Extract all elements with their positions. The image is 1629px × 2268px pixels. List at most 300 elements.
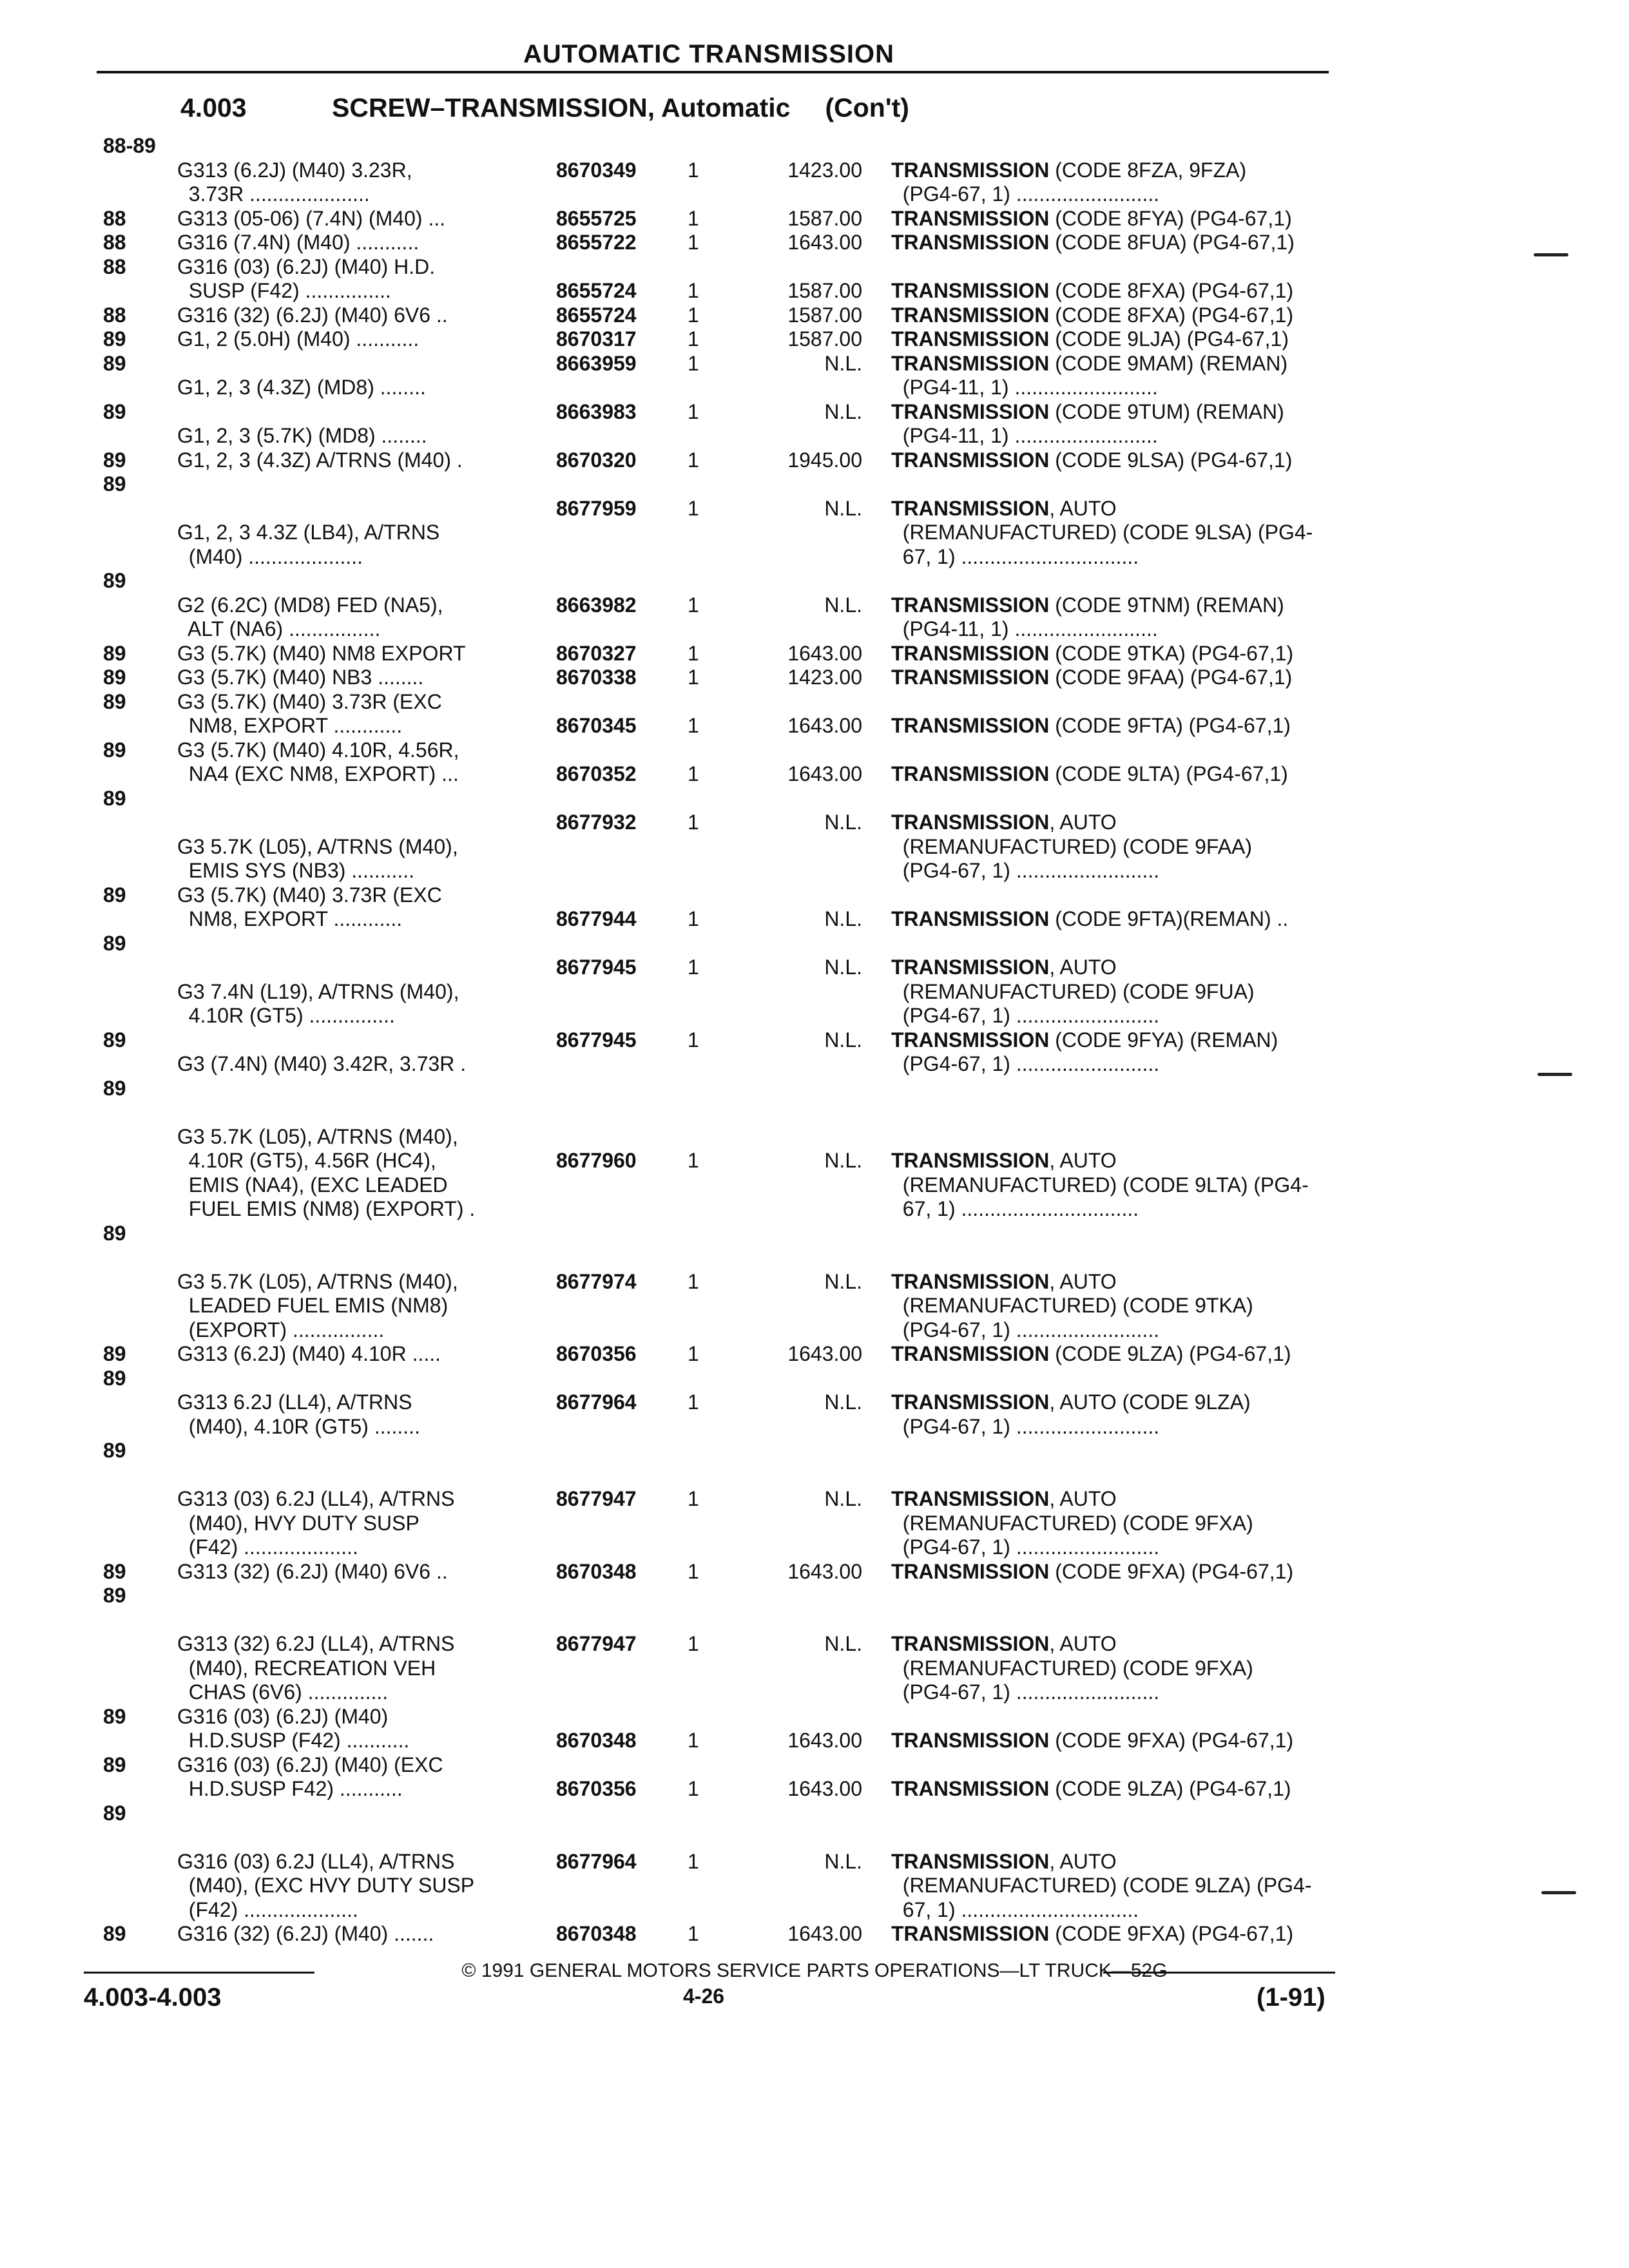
part-name: TRANSMISSION, AUTO [891,1269,1117,1293]
description-line: G3 5.7K (L05), A/TRNS (M40), [177,834,458,858]
model-year: 88 [103,206,126,230]
description-line: G3 (7.4N) (M40) 3.42R, 3.73R . [177,1052,467,1075]
model-year: 88 [103,303,126,327]
part-remark [891,448,1394,473]
application-description [177,1125,552,1222]
section-number: 4.003 [180,93,247,122]
description-line: ALT (NA6) ................ [177,617,381,640]
part-remark [891,231,1394,255]
part-number: 8663983 [556,399,637,423]
table-row [0,352,1629,400]
table-row [0,569,1629,642]
price: N.L. [824,1149,862,1172]
price: 1643.00 [787,1559,862,1583]
description-line: (M40) .................... [177,544,363,568]
price: N.L. [824,907,862,930]
part-remark [891,1560,1394,1584]
quantity: 1 [688,327,699,351]
remark-line: (PG4-67, 1) ......................... [891,1004,1160,1027]
table-row [0,1560,1629,1584]
table-row [0,472,1629,569]
remark-line: (REMANUFACTURED) (CODE 9TKA) [891,1294,1253,1317]
application-description [177,835,552,883]
quantity: 1 [688,231,699,254]
quantity: 1 [688,158,699,182]
table-row [0,1028,1629,1077]
quantity: 1 [688,496,699,520]
section-title: SCREW–TRANSMISSION, Automatic [332,93,791,122]
description-line: CHAS (6V6) .............. [177,1680,389,1704]
part-name: TRANSMISSION (CODE 9LTA) (PG4-67,1) [891,762,1288,785]
description-line: G313 6.2J (LL4), A/TRNS [177,1390,412,1414]
price: 1643.00 [787,714,862,737]
part-remark [891,1222,1394,1343]
price: 1643.00 [787,1777,862,1800]
continued-label: (Con't) [825,93,909,122]
quantity: 1 [688,206,699,230]
description-line: (F42) .................... [177,1535,358,1559]
quantity: 1 [688,714,699,737]
part-name: TRANSMISSION (CODE 8FYA) (PG4-67,1) [891,206,1292,230]
description-line: G3 5.7K (L05), A/TRNS (M40), [177,1269,458,1293]
part-name: TRANSMISSION, AUTO (CODE 9LZA) [891,1390,1251,1414]
remark-line: (PG4-67, 1) ......................... [891,1318,1160,1341]
model-year: 89 [103,689,126,713]
remark-line: 67, 1) ............................... [891,1898,1139,1921]
part-remark [891,327,1394,352]
model-year: 89 [103,1221,126,1245]
part-remark [891,1342,1394,1367]
part-remark [891,1439,1394,1560]
part-name: TRANSMISSION (CODE 9FYA) (REMAN) [891,1028,1278,1052]
price: 1945.00 [787,448,862,472]
quantity: 1 [688,351,699,375]
application-description [177,521,552,569]
table-row [0,1077,1629,1222]
remark-line: (REMANUFACTURED) (CODE 9FAA) [891,834,1253,858]
table-row [0,1584,1629,1705]
application-description [177,327,552,352]
description-line: (M40), 4.10R (GT5) ........ [177,1414,420,1438]
description-line: G1, 2 (5.0H) (M40) ........... [177,327,419,351]
description-line: G3 7.4N (L19), A/TRNS (M40), [177,979,459,1003]
part-name: TRANSMISSION (CODE 9TNM) (REMAN) [891,593,1284,617]
model-year: 89 [103,1028,126,1052]
description-line: G316 (03) (6.2J) (M40) (EXC [177,1753,443,1776]
description-line: EMIS (NA4), (EXC LEADED [177,1173,448,1196]
model-year: 89 [103,1584,126,1607]
table-row [0,255,1629,303]
part-name: TRANSMISSION, AUTO [891,1849,1117,1873]
part-remark [891,1077,1394,1222]
table-row [0,1367,1629,1439]
part-name: TRANSMISSION (CODE 9LZA) (PG4-67,1) [891,1342,1291,1365]
part-number: 8670327 [556,641,637,665]
remark-line: (PG4-11, 1) ......................... [891,617,1158,640]
remark-line: 67, 1) ............................... [891,1197,1139,1220]
part-number: 8677959 [556,496,637,520]
remark-line: (PG4-11, 1) ......................... [891,424,1158,447]
part-number: 8670338 [556,666,637,689]
description-line: EMIS SYS (NB3) ........... [177,859,415,882]
part-number: 8677947 [556,1487,637,1510]
quantity: 1 [688,1149,699,1172]
application-description [177,159,552,207]
remark-line: (REMANUFACTURED) (CODE 9FXA) [891,1656,1253,1680]
quantity: 1 [688,1487,699,1510]
table-row [0,738,1629,787]
application-description [177,1922,552,1946]
model-year: 89 [103,1922,126,1945]
application-description [177,980,552,1028]
quantity: 1 [688,1559,699,1583]
table-row [0,448,1629,473]
part-remark [891,569,1394,642]
quantity: 1 [688,1342,699,1365]
part-remark [891,352,1394,400]
application-description [177,883,552,932]
price: N.L. [824,1390,862,1414]
part-number: 8670352 [556,762,637,785]
page-number: 4-26 [683,1984,725,2008]
quantity: 1 [688,1777,699,1800]
part-name: TRANSMISSION (CODE 8FUA) (PG4-67,1) [891,231,1295,254]
description-line: FUEL EMIS (NM8) (EXPORT) . [177,1197,476,1220]
table-row [0,327,1629,352]
quantity: 1 [688,641,699,665]
price: N.L. [824,496,862,520]
part-remark [891,883,1394,932]
description-line: G313 (6.2J) (M40) 3.23R, [177,158,412,182]
margin-mark [1534,253,1568,256]
price: 1643.00 [787,1922,862,1945]
quantity: 1 [688,399,699,423]
section-heading [180,91,909,124]
description-line: G3 (5.7K) (M40) NM8 EXPORT [177,641,466,665]
price: 1643.00 [787,1729,862,1752]
table-row [0,1342,1629,1367]
description-line: G1, 2, 3 (5.7K) (MD8) ........ [177,424,427,447]
description-line: G316 (7.4N) (M40) ........... [177,231,419,254]
part-number: 8670348 [556,1559,637,1583]
part-number: 8677960 [556,1149,637,1172]
price: 1643.00 [787,762,862,785]
part-remark [891,666,1394,690]
application-description [177,255,552,303]
remark-line: (REMANUFACTURED) (CODE 9LTA) (PG4- [891,1173,1309,1196]
part-name: TRANSMISSION (CODE 9FTA)(REMAN) .. [891,907,1289,930]
application-description [177,1705,552,1753]
description-line: (M40), (EXC HVY DUTY SUSP [177,1874,475,1897]
quantity: 1 [688,448,699,472]
table-row [0,932,1629,1028]
quantity: 1 [688,303,699,327]
table-row [0,642,1629,666]
part-remark [891,303,1394,328]
table-row [0,1922,1629,1946]
application-description [177,1390,552,1439]
description-line: (M40), RECREATION VEH [177,1656,436,1680]
part-number: 8670356 [556,1342,637,1365]
model-year: 89 [103,1076,126,1100]
revision-date: (1-91) [1257,1983,1325,2012]
table-row [0,666,1629,690]
application-description [177,303,552,328]
part-remark [891,207,1394,231]
model-year: 89 [103,1753,126,1776]
remark-line: (REMANUFACTURED) (CODE 9LSA) (PG4- [891,521,1313,544]
price: N.L. [824,1632,862,1655]
model-year: 89 [103,569,126,592]
remark-line: (PG4-67, 1) ......................... [891,182,1160,206]
model-year: 88-89 [103,134,156,157]
quantity: 1 [688,956,699,979]
part-name: TRANSMISSION (CODE 9FXA) (PG4-67,1) [891,1922,1294,1945]
application-description [177,1270,552,1343]
price: 1587.00 [787,206,862,230]
model-year: 89 [103,1704,126,1728]
description-line: G3 (5.7K) (M40) NB3 ........ [177,666,424,689]
application-description [177,424,552,448]
margin-mark [1541,1891,1576,1894]
model-year: 89 [103,1801,126,1825]
quantity: 1 [688,1922,699,1945]
application-description [177,690,552,738]
quantity: 1 [688,279,699,302]
price: 1643.00 [787,1342,862,1365]
price: N.L. [824,351,862,375]
model-year: 89 [103,448,126,472]
table-row [0,207,1629,231]
part-remark [891,1922,1394,1946]
part-remark [891,1584,1394,1705]
quantity: 1 [688,1729,699,1752]
remark-line: (PG4-67, 1) ......................... [891,1052,1160,1075]
price: N.L. [824,1269,862,1293]
quantity: 1 [688,1849,699,1873]
quantity: 1 [688,1390,699,1414]
description-line: H.D.SUSP (F42) ........... [177,1729,410,1752]
table-row [0,231,1629,255]
table-row [0,134,1629,207]
part-name: TRANSMISSION (CODE 9LJA) (PG4-67,1) [891,327,1289,351]
application-description [177,642,552,666]
table-row [0,400,1629,448]
part-remark [891,1705,1394,1753]
application-description [177,207,552,231]
copyright-line: © 1991 GENERAL MOTORS SERVICE PARTS OPERATIONS—LT TRUCK—52G [461,1960,1168,1981]
quantity: 1 [688,593,699,617]
quantity: 1 [688,666,699,689]
price: N.L. [824,1028,862,1052]
application-description [177,376,552,400]
quantity: 1 [688,1028,699,1052]
part-number: 8655725 [556,206,637,230]
price: 1643.00 [787,231,862,254]
description-line: (M40), HVY DUTY SUSP [177,1511,419,1535]
remark-line: (REMANUFACTURED) (CODE 9LZA) (PG4- [891,1874,1312,1897]
part-remark [891,1802,1394,1923]
remark-line: (PG4-67, 1) ......................... [891,1535,1160,1559]
part-number: 8677947 [556,1632,637,1655]
quantity: 1 [688,811,699,834]
price: N.L. [824,1487,862,1510]
part-number: 8663959 [556,351,637,375]
price: 1643.00 [787,641,862,665]
margin-mark [1537,1073,1572,1076]
description-line: G313 (32) 6.2J (LL4), A/TRNS [177,1632,455,1655]
part-number: 8663982 [556,593,637,617]
price: N.L. [824,593,862,617]
model-year: 89 [103,1342,126,1365]
application-description [177,1342,552,1367]
part-name: TRANSMISSION, AUTO [891,1149,1117,1172]
part-remark [891,642,1394,666]
price: 1587.00 [787,303,862,327]
model-year: 89 [103,1439,126,1462]
part-remark [891,690,1394,738]
part-remark [891,1028,1394,1077]
part-number: 8670320 [556,448,637,472]
description-line: LEADED FUEL EMIS (NM8) [177,1294,448,1317]
part-number: 8677945 [556,1028,637,1052]
description-line: G316 (03) (6.2J) (M40) H.D. [177,255,436,278]
part-remark [891,1367,1394,1439]
price: 1423.00 [787,666,862,689]
application-description [177,1753,552,1802]
part-name: TRANSMISSION (CODE 9FTA) (PG4-67,1) [891,714,1291,737]
part-name: TRANSMISSION (CODE 8FXA) (PG4-67,1) [891,279,1294,302]
part-number: 8670349 [556,158,637,182]
part-number: 8670345 [556,714,637,737]
description-line: G316 (03) 6.2J (LL4), A/TRNS [177,1849,455,1873]
description-line: 3.73R ..................... [177,182,370,206]
remark-line: (PG4-67, 1) ......................... [891,1680,1160,1704]
description-line: 4.10R (GT5), 4.56R (HC4), [177,1149,436,1172]
price: N.L. [824,399,862,423]
model-year: 89 [103,786,126,810]
part-remark [891,134,1394,207]
description-line: G316 (32) (6.2J) (M40) 6V6 .. [177,303,448,327]
part-name: TRANSMISSION (CODE 9MAM) (REMAN) [891,351,1288,375]
model-year: 88 [103,255,126,278]
application-description [177,666,552,690]
description-line: G1, 2, 3 4.3Z (LB4), A/TRNS [177,521,440,544]
price: N.L. [824,1849,862,1873]
price: 1587.00 [787,327,862,351]
description-line: G3 (5.7K) (M40) 3.73R (EXC [177,689,442,713]
table-row [0,1753,1629,1802]
model-year: 89 [103,327,126,351]
quantity: 1 [688,1632,699,1655]
header-rule [97,71,1329,73]
part-name: TRANSMISSION (CODE 9FXA) (PG4-67,1) [891,1559,1294,1583]
part-name: TRANSMISSION (CODE 8FXA) (PG4-67,1) [891,303,1294,327]
table-row [0,1439,1629,1560]
part-name: TRANSMISSION, AUTO [891,811,1117,834]
model-year: 89 [103,1559,126,1583]
part-number: 8670317 [556,327,637,351]
part-number: 8677945 [556,956,637,979]
description-line: G313 (05-06) (7.4N) (M40) ... [177,206,446,230]
quantity: 1 [688,1269,699,1293]
part-name: TRANSMISSION (CODE 9FAA) (PG4-67,1) [891,666,1293,689]
part-name: TRANSMISSION, AUTO [891,1487,1117,1510]
part-name: TRANSMISSION (CODE 9TUM) (REMAN) [891,399,1284,423]
description-line: (EXPORT) ................ [177,1318,385,1341]
description-line: G1, 2, 3 (4.3Z) A/TRNS (M40) . [177,448,463,472]
table-row [0,1802,1629,1923]
description-line: G3 5.7K (L05), A/TRNS (M40), [177,1124,458,1148]
part-number: 8677974 [556,1269,637,1293]
part-name: TRANSMISSION, AUTO [891,956,1117,979]
description-line: G2 (6.2C) (MD8) FED (NA5), [177,593,443,617]
description-line: G1, 2, 3 (4.3Z) (MD8) ........ [177,376,426,399]
part-name: TRANSMISSION (CODE 9FXA) (PG4-67,1) [891,1729,1294,1752]
part-name: TRANSMISSION, AUTO [891,496,1117,520]
description-line: H.D.SUSP F42) ........... [177,1777,403,1800]
application-description [177,231,552,255]
description-line: G3 (5.7K) (M40) 3.73R (EXC [177,883,442,907]
part-remark [891,787,1394,883]
table-row [0,883,1629,932]
remark-line: 67, 1) ............................... [891,544,1139,568]
model-year: 89 [103,351,126,375]
application-description [177,1487,552,1560]
price: 1587.00 [787,279,862,302]
model-year: 88 [103,231,126,254]
application-description [177,1632,552,1705]
description-line: G313 (03) 6.2J (LL4), A/TRNS [177,1487,455,1510]
quantity: 1 [688,762,699,785]
part-name: TRANSMISSION (CODE 9LZA) (PG4-67,1) [891,1777,1291,1800]
part-name: TRANSMISSION (CODE 9TKA) (PG4-67,1) [891,641,1294,665]
part-remark [891,738,1394,787]
part-remark [891,1753,1394,1802]
table-row [0,787,1629,883]
part-number: 8655724 [556,303,637,327]
table-row [0,303,1629,328]
remark-line: (PG4-67, 1) ......................... [891,859,1160,882]
part-number: 8655722 [556,231,637,254]
part-number: 8670348 [556,1922,637,1945]
part-remark [891,472,1394,569]
description-line: G313 (6.2J) (M40) 4.10R ..... [177,1342,441,1365]
model-year: 89 [103,472,126,495]
part-number: 8677964 [556,1849,637,1873]
part-name: TRANSMISSION (CODE 8FZA, 9FZA) [891,158,1247,182]
remark-line: (PG4-67, 1) ......................... [891,1414,1160,1438]
part-name: TRANSMISSION (CODE 9LSA) (PG4-67,1) [891,448,1293,472]
model-year: 89 [103,399,126,423]
model-year: 89 [103,666,126,689]
part-remark [891,932,1394,1028]
price: N.L. [824,811,862,834]
description-line: G316 (32) (6.2J) (M40) ....... [177,1922,434,1945]
page-title: AUTOMATIC TRANSMISSION [523,40,895,68]
part-number: 8655724 [556,279,637,302]
table-row [0,1705,1629,1753]
description-line: G3 (5.7K) (M40) 4.10R, 4.56R, [177,738,459,762]
description-line: G313 (32) (6.2J) (M40) 6V6 .. [177,1559,448,1583]
part-remark [891,255,1394,303]
part-number: 8677932 [556,811,637,834]
table-row [0,690,1629,738]
remark-line: (REMANUFACTURED) (CODE 9FUA) [891,979,1255,1003]
part-number: 8670356 [556,1777,637,1800]
remark-line: (REMANUFACTURED) (CODE 9FXA) [891,1511,1253,1535]
application-description [177,1052,552,1077]
